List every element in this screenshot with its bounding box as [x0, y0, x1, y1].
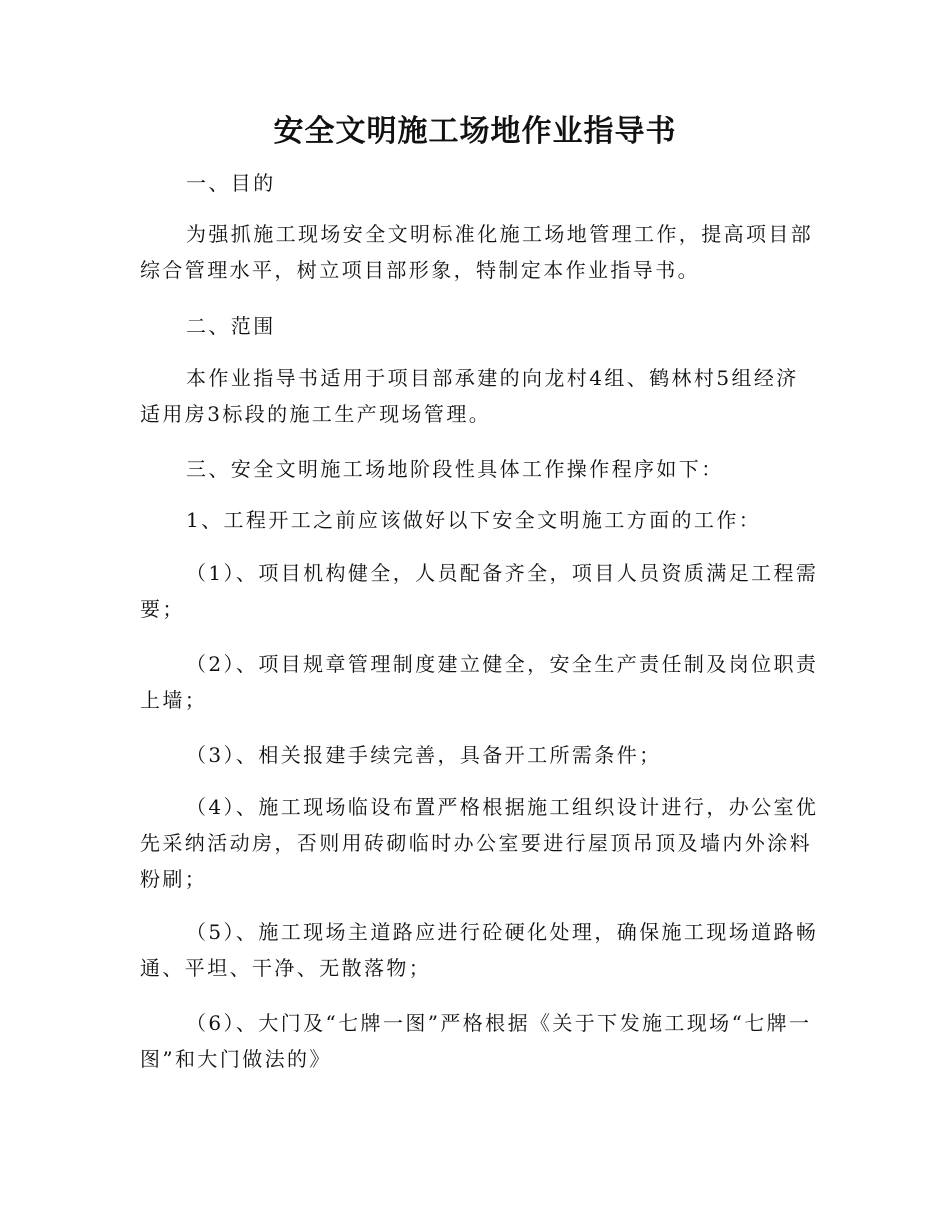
list-item-2: （2）、项目规章管理制度建立健全，安全生产责任制及岗位职责上墙； — [140, 652, 819, 712]
list-item-4: （4）、施工现场临设布置严格根据施工组织设计进行，办公室优先采纳活动房，否则用砖砌临时办公室要进行屋顶吊顶及墙内外涂料粉刷； — [140, 795, 819, 891]
paragraph-scope: 本作业指导书适用于项目部承建的向龙村4组、鹤林村5组经济适用房3标段的施工生产现场管理。 — [140, 366, 799, 426]
list-heading-before-start: 1、工程开工之前应该做好以下安全文明施工方面的工作： — [186, 508, 762, 532]
section-heading-scope: 二、范围 — [186, 314, 276, 338]
list-item-6: （6）、大门及“七牌一图”严格根据《关于下发施工现场“七牌一图”和大门做法的》 — [140, 1011, 812, 1071]
list-item-1: （1）、项目机构健全，人员配备齐全，项目人员资质满足工程需要； — [140, 561, 819, 621]
section-heading-procedure: 三、安全文明施工场地阶段性具体工作操作程序如下： — [186, 457, 724, 481]
list-item-5: （5）、施工现场主道路应进行砼硬化处理，确保施工现场道路畅通、平坦、干净、无散落物； — [140, 920, 819, 980]
list-item-3: （3）、相关报建手续完善，具备开工所需条件； — [186, 743, 662, 767]
paragraph-purpose: 为强抓施工现场安全文明标准化施工场地管理工作，提高项目部综合管理水平，树立项目部形象，特制定本作业指导书。 — [140, 222, 814, 282]
section-heading-purpose: 一、目的 — [186, 171, 276, 195]
document-title: 安全文明施工场地作业指导书 — [273, 114, 677, 149]
